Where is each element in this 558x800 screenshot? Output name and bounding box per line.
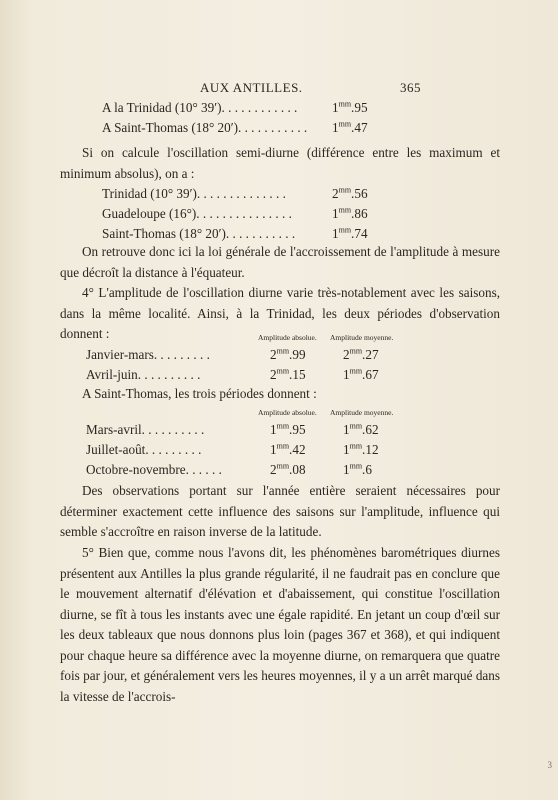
column-header: Amplitude moyenne. — [330, 333, 394, 342]
table-saint-thomas — [60, 408, 500, 480]
list-item — [60, 118, 500, 138]
paragraph-body: A Saint-Thomas, les trois périodes donnent : — [82, 386, 317, 401]
column-header: Amplitude absolue. — [258, 408, 317, 417]
cell-absolue: $2^{mm}.15$ — [270, 366, 306, 382]
diurnal-amplitude-list — [60, 98, 500, 138]
paragraph-body: On retrouve donc ici la loi générale de l'accroissement de l'amplitude à mesure que décroît la distance à l'équateur. — [60, 244, 500, 280]
column-header: Amplitude absolue. — [258, 333, 317, 342]
paragraph — [60, 481, 500, 543]
row-label: Trinidad (10° 39′). . . . . . . . . . . . . . — [102, 186, 286, 201]
paragraph — [60, 143, 500, 184]
cell-absolue: $2^{mm}.99$ — [270, 346, 306, 362]
column-header: Amplitude moyenne. — [330, 408, 394, 417]
cell-absolue: $2^{mm}.08$ — [270, 461, 306, 477]
row-value: $1^{mm}.95$ — [332, 99, 368, 115]
table-header — [60, 333, 500, 345]
table-header — [60, 408, 500, 420]
paragraph — [60, 384, 500, 405]
row-label: A la Trinidad (10° 39′). . . . . . . . . . . . — [102, 100, 298, 115]
cell-moyenne: $1^{mm}.6$ — [343, 461, 372, 477]
paragraph-text — [60, 384, 500, 405]
paragraph-body: Des observations portant sur l'année entière seraient nécessaires pour déterminer exactement cette influence des saisons sur l'amplitude, influence qui semble s'accroître en raison inverse de la latitude. — [60, 483, 500, 539]
paragraph-text — [60, 543, 500, 707]
table-row — [60, 365, 500, 385]
table-row — [60, 420, 500, 440]
row-label: A Saint-Thomas (18° 20′). . . . . . . . . . . — [102, 120, 308, 135]
list-item — [60, 204, 500, 224]
row-label: Guadeloupe (16°). . . . . . . . . . . . . . . — [102, 206, 292, 221]
cell-absolue: $1^{mm}.42$ — [270, 441, 306, 457]
table-row — [60, 345, 500, 365]
table-row — [60, 440, 500, 460]
table-trinidad — [60, 333, 500, 385]
paragraph-body: 5° Bien que, comme nous l'avons dit, les phénomènes barométriques diurnes présentent aux Antilles la plus grande régularité, il ne faudrait pas en conclure que le mouvement alternatif d'élévation et d'abaissement, qui constitue l'oscillation diurne, se fît à tous les instants avec une égale rapidité. En jetant un coup d'œil sur les deux tableaux que nous donnons plus loin (pages 367 et 368), et qui indiquent pour chaque heure sa différence avec la moyenne diurne, on remarquera que quatre fois par jour, et généralement vers les heures moyennes, il y a un arrêt marqué dans la vitesse de l'accrois- — [60, 545, 500, 704]
paragraph-body: 4° L'amplitude de l'oscillation diurne varie très-notablement avec les saisons, dans la même localité. Ainsi, à la Trinidad, les deux périodes d'observation donnent : — [60, 285, 500, 341]
cell-moyenne: $1^{mm}.12$ — [343, 441, 379, 457]
running-header — [0, 80, 558, 98]
cell-moyenne: $1^{mm}.62$ — [343, 421, 379, 437]
header-title: AUX ANTILLES. — [200, 80, 303, 95]
paragraph-body: Si on calcule l'oscillation semi-diurne (différence entre les maximum et minimum absolus), on a : — [60, 145, 500, 181]
margin-mark: 3 — [547, 760, 552, 770]
row-value: $1^{mm}.86$ — [332, 205, 368, 221]
row-label: Saint-Thomas (18° 20′). . . . . . . . . . . — [102, 226, 296, 241]
paragraph — [60, 543, 500, 707]
cell-absolue: $1^{mm}.95$ — [270, 421, 306, 437]
paragraph-text — [60, 242, 500, 283]
page-number: 365 — [400, 80, 421, 95]
paragraph — [60, 242, 500, 283]
cell-moyenne: $2^{mm}.27$ — [343, 346, 379, 362]
cell-moyenne: $1^{mm}.67$ — [343, 366, 379, 382]
row-label: Octobre-novembre. . . . . . — [86, 462, 222, 477]
row-label: Juillet-août. . . . . . . . . — [86, 442, 202, 457]
row-value: $1^{mm}.74$ — [332, 225, 368, 241]
list-item — [60, 184, 500, 204]
semi-diurnal-list — [60, 184, 500, 244]
row-value: $2^{mm}.56$ — [332, 185, 368, 201]
list-item — [60, 98, 500, 118]
row-value: $1^{mm}.47$ — [332, 119, 368, 135]
table-row — [60, 460, 500, 480]
paragraph-text — [60, 143, 500, 184]
paragraph-text — [60, 481, 500, 543]
row-label: Mars-avril. . . . . . . . . . — [86, 422, 205, 437]
row-label: Janvier-mars. . . . . . . . . — [86, 347, 210, 362]
list-item — [60, 224, 500, 244]
row-label: Avril-juin. . . . . . . . . . — [86, 367, 201, 382]
